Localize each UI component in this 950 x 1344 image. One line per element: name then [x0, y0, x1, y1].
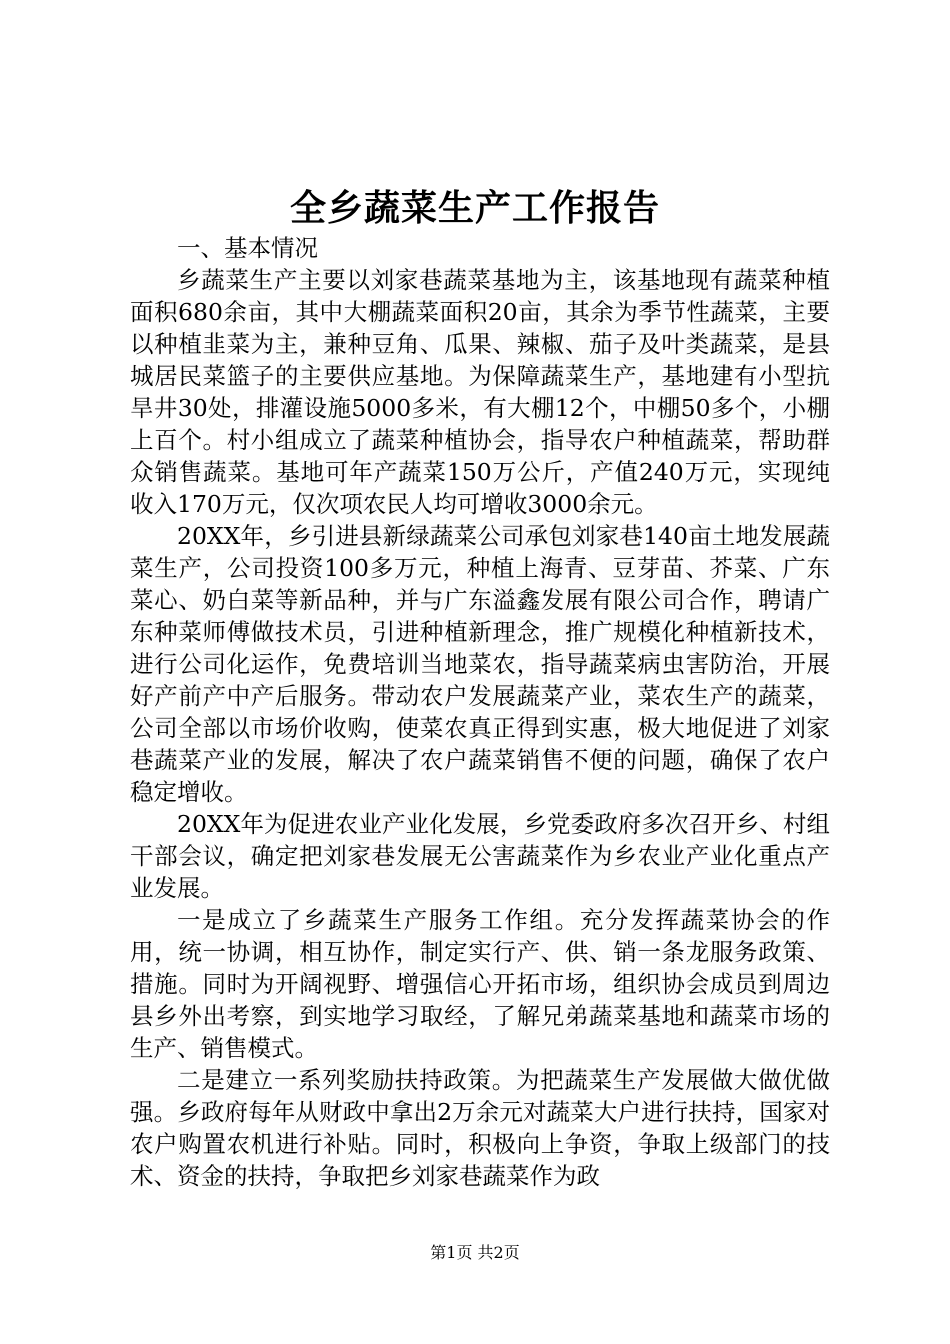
- paragraph: 二是建立一系列奖励扶持政策。为把蔬菜生产发展做大做优做强。乡政府每年从财政中拿出2万余元对蔬菜大户进行扶持，国家对农户购置农机进行补贴。同时，积极向上争资，争取上级部门的技术、资金的扶持，争取把乡刘家巷蔬菜作为政: [130, 1066, 830, 1190]
- document-body: [130, 232, 830, 1192]
- document-title: 全乡蔬菜生产工作报告: [289, 187, 660, 229]
- page-footer: 第1页 共2页: [430, 1243, 520, 1262]
- paragraph: 乡蔬菜生产主要以刘家巷蔬菜基地为主，该基地现有蔬菜种植面积680余亩，其中大棚蔬菜面积20亩，其余为季节性蔬菜，主要以种植韭菜为主，兼种豆角、瓜果、辣椒、茄子及叶类蔬菜，是县城居民菜篮子的主要供应基地。为保障蔬菜生产，基地建有小型抗旱井30处，排灌设施5000多米，有大棚12个，中棚50多个，小棚上百个。村小组成立了蔬菜种植协会，指导农户种植蔬菜，帮助群众销售蔬菜。基地可年产蔬菜150万公斤，产值240万元，实现纯收入170万元，仅次项农民人均可增收3000余元。: [130, 266, 830, 518]
- paragraph: 20XX年为促进农业产业化发展，乡党委政府多次召开乡、村组干部会议，确定把刘家巷发展无公害蔬菜作为乡农业产业化重点产业发展。: [130, 810, 830, 902]
- paragraph: 20XX年，乡引进县新绿蔬菜公司承包刘家巷140亩土地发展蔬菜生产，公司投资100多万元，种植上海青、豆芽苗、芥菜、广东菜心、奶白菜等新品种，并与广东溢鑫发展有限公司合作，聘请广东种菜师傅做技术员，引进种植新理念，推广规模化种植新技术，进行公司化运作，免费培训当地菜农，指导蔬菜病虫害防治，开展好产前产中产后服务。带动农户发展蔬菜产业，菜农生产的蔬菜，公司全部以市场价收购，使菜农真正得到实惠，极大地促进了刘家巷蔬菜产业的发展，解决了农户蔬菜销售不便的问题，确保了农户稳定增收。: [130, 522, 830, 806]
- section-heading: 一、基本情况: [177, 234, 318, 262]
- paragraph: 一是成立了乡蔬菜生产服务工作组。充分发挥蔬菜协会的作用，统一协调，相互协作，制定实行产、供、销一条龙服务政策、措施。同时为开阔视野、增强信心开拓市场，组织协会成员到周边县乡外出考察，到实地学习取经，了解兄弟蔬菜基地和蔬菜市场的生产、销售模式。: [130, 906, 830, 1062]
